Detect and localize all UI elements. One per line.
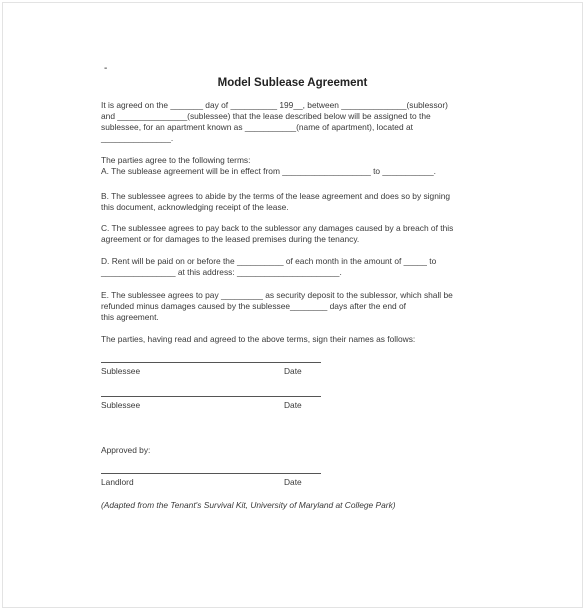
term-a-line: A. The sublease agreement will be in effect from ___________________ to ___________. — [101, 166, 436, 176]
landlord-label: Landlord — [101, 477, 134, 487]
approved-by-label: Approved by: — [101, 445, 151, 455]
terms-intro-line: The parties agree to the following terms: — [101, 155, 251, 165]
signature-line — [101, 362, 321, 363]
term-e-paragraph — [101, 290, 501, 323]
term-d-paragraph — [101, 256, 501, 278]
term-c-line: C. The sublessee agrees to pay back to the sublessor any damages caused by a breach of this — [101, 223, 454, 233]
page-marker: - — [104, 63, 108, 74]
term-c-paragraph — [101, 223, 501, 245]
term-d-line: ________________ at this address: ______________________. — [101, 267, 342, 277]
source-note: (Adapted from the Tenant's Survival Kit, University of Maryland at College Park) — [101, 500, 396, 510]
term-b-paragraph — [101, 191, 501, 213]
intro-paragraph — [101, 100, 501, 144]
intro-line: _______________. — [101, 133, 174, 143]
term-c-line: agreement or for damages to the leased premises during the tenancy. — [101, 234, 360, 244]
document-title: Model Sublease Agreement — [217, 77, 368, 89]
term-b-line: B. The sublessee agrees to abide by the terms of the lease agreement and does so by signing — [101, 191, 451, 201]
intro-line: and _______________(sublessee) that the lease described below will be assigned to the — [101, 111, 431, 121]
date-label: Date — [284, 366, 302, 376]
sublessee-label: Sublessee — [101, 400, 141, 410]
signature-line — [101, 473, 321, 474]
date-label: Date — [284, 477, 302, 487]
closing-line: The parties, having read and agreed to the above terms, sign their names as follows: — [101, 334, 416, 344]
approved-by-paragraph — [101, 445, 501, 456]
signature-line — [101, 396, 321, 397]
sublessee-label: Sublessee — [101, 366, 141, 376]
closing-paragraph — [101, 334, 501, 345]
term-e-line: refunded minus damages caused by the sublessee________ days after the end of — [101, 301, 406, 311]
term-e-line: this agreement. — [101, 312, 159, 322]
intro-line: sublessee, for an apartment known as ___________(name of apartment), located at — [101, 122, 413, 132]
intro-line: It is agreed on the _______ day of __________ 199__, between ______________(sublessor) — [101, 100, 448, 110]
term-d-line: D. Rent will be paid on or before the __________ of each month in the amount of _____ to — [101, 256, 437, 266]
term-b-line: this document, acknowledging receipt of the lease. — [101, 202, 289, 212]
term-e-line: E. The sublessee agrees to pay _________ as security deposit to the sublessor, which shall be — [101, 290, 453, 300]
date-label: Date — [284, 400, 302, 410]
terms-intro-paragraph — [101, 155, 501, 177]
